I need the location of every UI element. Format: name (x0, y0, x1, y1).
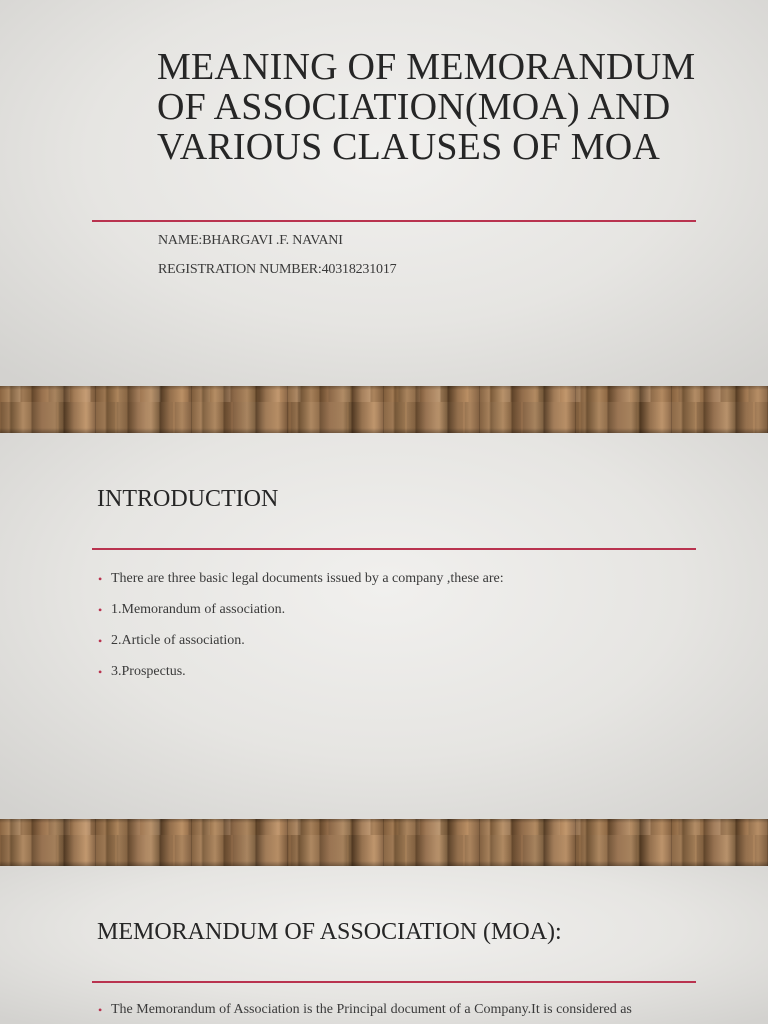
bullet-icon: • (98, 634, 103, 648)
slide-2-title: INTRODUCTION (97, 486, 279, 512)
list-item-text: The Memorandum of Association is the Principal document of a Company.It is considered as (111, 1002, 632, 1017)
wood-floor-divider (0, 819, 768, 867)
bullet-list (97, 569, 504, 693)
list-item-text: 1.Memorandum of association. (111, 602, 286, 617)
bullet-list (97, 1000, 632, 1024)
author-name: NAME:BHARGAVI .F. NAVANI (158, 233, 343, 248)
slide-1-title: MEANING OF MEMORANDUM OF ASSOCIATION(MOA) AND VARIOUS CLAUSES OF MOA (157, 46, 696, 168)
slide-moa-definition (0, 866, 768, 1024)
slide-introduction (0, 433, 768, 819)
list-item-text: 2.Article of association. (111, 633, 245, 648)
registration-number: REGISTRATION NUMBER:40318231017 (158, 262, 397, 277)
title-divider (92, 548, 696, 550)
slide-title (0, 0, 768, 386)
list-item-text: 3.Prospectus. (111, 664, 186, 679)
list-item-text: There are three basic legal documents issued by a company ,these are: (111, 571, 504, 586)
wood-floor-divider (0, 386, 768, 434)
list-item (97, 569, 504, 600)
title-divider (92, 220, 696, 222)
bullet-icon: • (98, 665, 103, 679)
bullet-icon: • (98, 1003, 103, 1017)
bullet-icon: • (98, 572, 103, 586)
bullet-icon: • (98, 603, 103, 617)
title-divider (92, 981, 696, 983)
list-item (97, 631, 504, 662)
slide-3-title: MEMORANDUM OF ASSOCIATION (MOA): (97, 919, 562, 945)
list-item (97, 1000, 632, 1024)
list-item (97, 600, 504, 631)
list-item (97, 662, 504, 693)
